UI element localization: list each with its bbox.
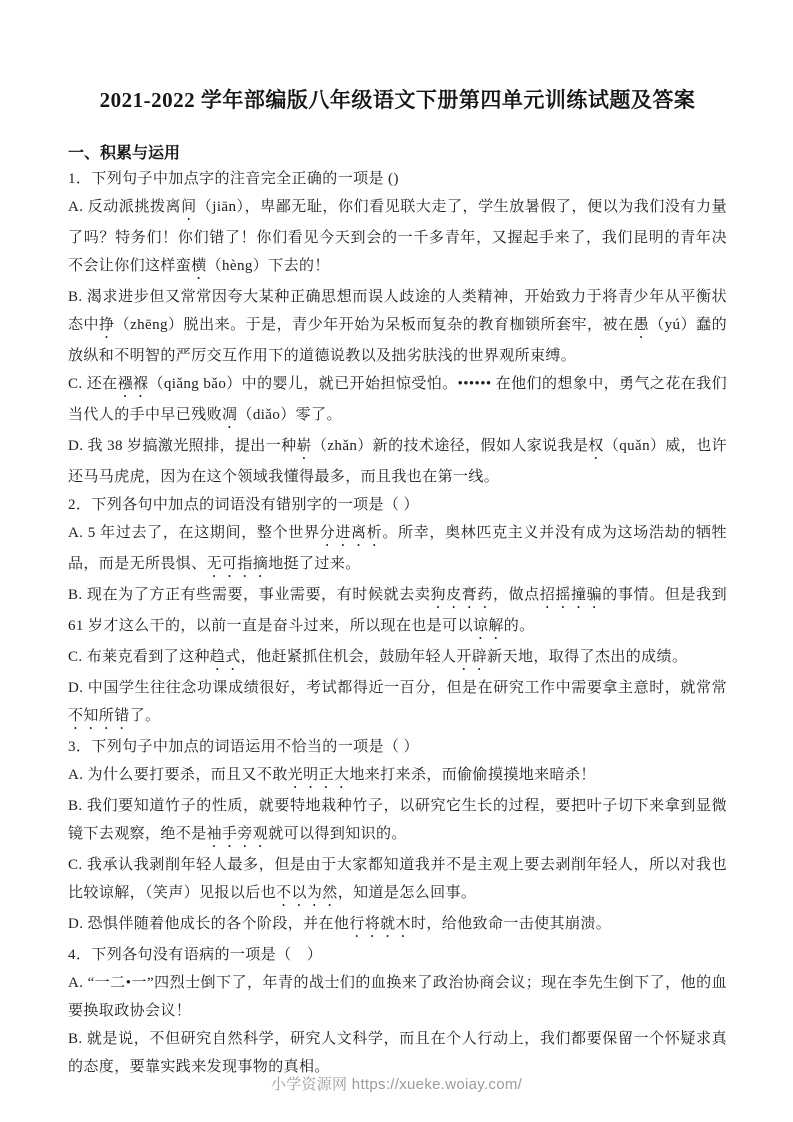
section-heading: 一、积累与运用 [68, 145, 181, 162]
option-line: C. 我承认我剥削年轻人最多，但是由于大家都知道我并不是主观上要去剥削年轻人，所以对我也比较谅解，（笑声）见报以后也不以为然，知道是怎么回事。 [68, 857, 727, 901]
dotted-word: 间 [181, 199, 197, 215]
dotted-word: 狗皮膏药 [430, 587, 493, 603]
option-line: A. 5 年过去了，在这期间，整个世界分进离析。所幸，奥林匹克主义并没有成为这场浩劫的牺牲品，而是无所畏惧、无可指摘地挺了过来。 [68, 525, 727, 572]
dotted-word: 襁褓 [117, 376, 149, 392]
dotted-word: 不以为然 [276, 885, 338, 901]
dotted-word: 无可指摘 [206, 556, 269, 572]
option-line: C. 还在襁褓（qiǎng bǎo）中的婴儿，就已开始担惊受怕。•••••• 在他们的想象中，勇气之花在我们当代人的手中早已残败凋（diǎo）零了。 [68, 376, 727, 423]
question-stem: 1．下列句子中加点字的注音完全正确的一项是 () [68, 171, 399, 187]
option-line: C. 布莱克看到了这种趋式，他赶紧抓住机会，鼓励年轻人开辟新天地，取得了杰出的成绩。 [68, 649, 688, 665]
dotted-word: 横 [191, 258, 207, 274]
option-line: D. 中国学生往往念功课成绩很好，考试都得近一百分，但是在研究工作中需要拿主意时，就常常不知所错了。 [68, 680, 727, 724]
questions [68, 165, 727, 1081]
footer-credit: 小学资源网 https://xueke.woiay.com/ [270, 1076, 523, 1093]
dotted-word: 挣 [99, 317, 115, 333]
question-stem: 3．下列句子中加点的词语运用不恰当的一项是（ ） [68, 739, 419, 755]
dotted-word: 崭 [296, 438, 312, 454]
option-line: B. 就是说，不但研究自然科学，研究人文科学，而且在个人行动上，我们都要保留一个怀疑求真的态度，要靠实践来发现事物的真相。 [68, 1031, 727, 1075]
dotted-word: 行将就木 [349, 916, 411, 932]
dotted-word: 招摇撞骗 [539, 587, 603, 603]
option-line: D. 恐惧伴随着他成长的各个阶段，并在他行将就木时，给他致命一击使其崩溃。 [68, 916, 612, 932]
option-line: A. 为什么要打要杀，而且又不敢光明正大地来打来杀，而偷偷摸摸地来暗杀！ [68, 767, 596, 783]
dotted-word: 权 [588, 438, 604, 454]
dotted-word: 趋式 [209, 649, 241, 665]
question-stem: 4．下列各句没有语病的一项是（ ） [68, 947, 323, 963]
option-line: B. 渴求进步但又常常因夸大某种正确思想而误人歧途的人类精神，开始致力于将青少年从平衡状态中挣（zhēng）脱出来。于是，青少年开始为呆板而复杂的教育枷锁所套牢，被在愚（yú）蠢的放纵和不明智的严厉交互作用下的道德说教以及拙劣肤浅的世界观所束缚。 [68, 289, 728, 364]
dotted-word: 不知所错 [68, 708, 130, 724]
option-line: B. 我们要知道竹子的性质，就要特地栽种竹子，以研究它生长的过程，要把叶子切下来拿到显微镜下去观察，绝不是袖手旁观就可以得到知识的。 [68, 798, 727, 842]
option-line: A. “一二•一”四烈士倒下了，年青的战士们的血换来了政治协商会议；现在李先生倒下了，他的血要换取政协会议！ [68, 975, 727, 1019]
dotted-word: 谅解 [472, 618, 504, 634]
dotted-word: 凋 [222, 407, 238, 423]
dotted-word: 光明正大 [287, 767, 350, 783]
option-line: A. 反动派挑拨离间（jiān），卑鄙无耻，你们看见联大走了，学生放暑假了，便以为我们没有力量了吗？特务们！你们错了！你们看见今天到会的一千多青年，又握起手来了，我们昆明的青年决不会让你们这样蛮横（hèng）下去的！ [68, 199, 728, 274]
dotted-word: 分进离析 [319, 525, 383, 541]
page-title: 2021-2022 学年部编版八年级语文下册第四单元训练试题及答案 [99, 88, 696, 112]
dotted-word: 袖手旁观 [206, 826, 269, 842]
option-line: B. 现在为了方正有些需要，事业需要，有时候就去卖狗皮膏药，做点招摇撞骗的事情。但是我到 61 岁才这么干的，以前一直是奋斗过来，所以现在也是可以谅解的。 [68, 587, 727, 634]
dotted-word: 开辟 [456, 649, 488, 665]
question-stem: 2．下列各句中加点的词语没有错别字的一项是（ ） [68, 497, 419, 513]
option-line: D. 我 38 岁搞激光照排，提出一种崭（zhǎn）新的技术途径，假如人家说我是权（quǎn）威，也许还马马虎虎，因为在这个领域我懂得最多，而且我也在第一线。 [68, 438, 728, 485]
dotted-word: 愚 [633, 317, 650, 333]
